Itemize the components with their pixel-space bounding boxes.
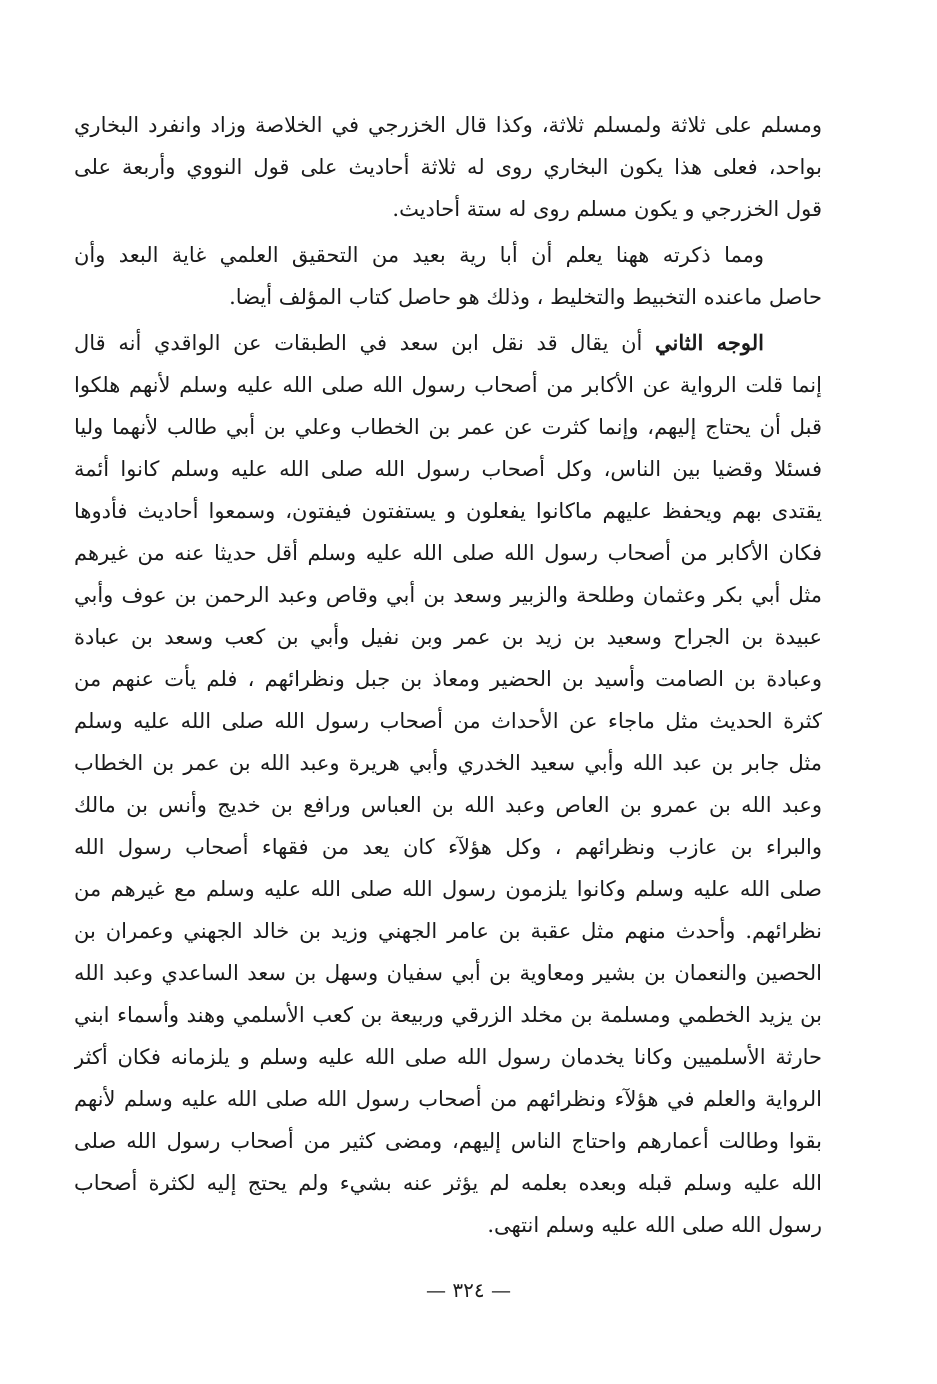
text-line (74, 322, 822, 364)
text-line: بقوا وطالت أعمارهم واحتاج الناس إليهم، ومضى كثير من أصحاب رسول الله صلى (74, 1129, 822, 1153)
text-line: حارثة الأسلميين وكانا يخدمان رسول الله صلى الله عليه وسلم و يلزمانه فكان أكثر (74, 1045, 822, 1069)
text-line: كثرة الحديث مثل ماجاء عن الأحداث من أصحاب رسول الله صلى الله عليه وسلم (74, 709, 822, 733)
text-line: حاصل ماعنده التخبيط والتخليط ، وذلك هو حاصل كتاب المؤلف أيضا. (229, 285, 822, 309)
text-line: قول الخزرجي و يكون مسلم روى له ستة أحاديث. (392, 197, 822, 221)
text-line: الله عليه وسلم قبله وبعده بعلمه لم يؤثر عنه بشيء ولم يحتج إليه لكثرة أصحاب (74, 1171, 822, 1195)
text-line: الحصين والنعمان بن بشير ومعاوية بن أبي سفيان وسهل بن سعد الساعدي وعبد الله (74, 961, 822, 985)
text-line: فسئلا وقضيا بين الناس، وكل أصحاب رسول الله صلى الله عليه وسلم كانوا أئمة (74, 457, 822, 481)
text-line: بواحد، فعلى هذا يكون البخاري روى له ثلاثة أحاديث على قول النووي وأربعة على (74, 155, 822, 179)
text-line: والبراء بن عازب ونظرائهم ، وكل هؤلآء كان يعد من فقهاء أصحاب رسول الله (74, 835, 822, 859)
paragraph (74, 322, 822, 1246)
text-line: الرواية والعلم في هؤلآء ونظرائهم من أصحاب رسول الله صلى الله عليه وسلم لأنهم (74, 1087, 822, 1111)
text-line: فكان الأكابر من أصحاب رسول الله صلى الله عليه وسلم أقل حديثا عنه من غيرهم (74, 541, 822, 565)
text-fragment: أن يقال قد نقل ابن سعد في الطبقات عن الواقدي أنه قال (74, 331, 643, 355)
text-line: صلى الله عليه وسلم وكانوا يلزمون رسول الله صلى الله عليه وسلم مع غيرهم من (74, 877, 822, 901)
text-line: قبل أن يحتاج إليهم، وإنما كثرت عن عمر بن الخطاب وعلي بن أبي طالب لأنهما وليا (74, 415, 822, 439)
text-line: رسول الله صلى الله عليه وسلم انتهى. (487, 1213, 822, 1237)
section-heading: الوجه الثاني (655, 330, 764, 355)
text-line: إنما قلت الرواية عن الأكابر من أصحاب رسول الله صلى الله عليه وسلم لأنهم هلكوا (74, 373, 822, 397)
text-line: وعبد الله بن عمرو بن العاص وعبد الله بن العباس ورافع بن خديج وأنس بن مالك (74, 793, 822, 817)
page-number: — ٣٢٤ — (426, 1278, 511, 1302)
text-line: مثل جابر بن عبد الله وأبي سعيد الخدري وأبي هريرة وعبد الله بن عمر بن الخطاب (74, 751, 822, 775)
text-line: مثل أبي بكر وعثمان وطلحة والزبير وسعد بن أبي وقاص وعبد الرحمن بن عوف وأبي (74, 583, 822, 607)
text-line: يقتدى بهم ويحفظ عليهم ماكانوا يفعلون و يستفتون فيفتون، وسمعوا أحاديث فأدوها (74, 499, 822, 523)
text-line: ومما ذكرته ههنا يعلم أن أبا رية بعيد من التحقيق العلمي غاية البعد وأن (74, 243, 764, 267)
text-line: ومسلم على ثلاثة ولمسلم ثلاثة، وكذا قال الخزرجي في الخلاصة وزاد وانفرد البخاري (74, 113, 822, 137)
text-line: نظرائهم. وأحدث منهم مثل عقبة بن عامر الجهني وزيد بن خالد الجهني وعمران بن (74, 919, 822, 943)
body-text (74, 104, 822, 1246)
text-line: بن يزيد الخطمي ومسلمة بن مخلد الزرقي وربيعة بن كعب الأسلمي وهند وأسماء ابني (74, 1003, 822, 1027)
paragraph (74, 104, 822, 230)
text-line: وعبادة بن الصامت وأسيد بن الحضير ومعاذ بن جبل ونظرائهم ، فلم يأت عنهم من (74, 667, 822, 691)
text-line: عبيدة بن الجراح وسعيد بن زيد بن عمر وبن نفيل وأبي بن كعب وسعد بن عبادة (74, 625, 822, 649)
paragraph (74, 234, 822, 318)
